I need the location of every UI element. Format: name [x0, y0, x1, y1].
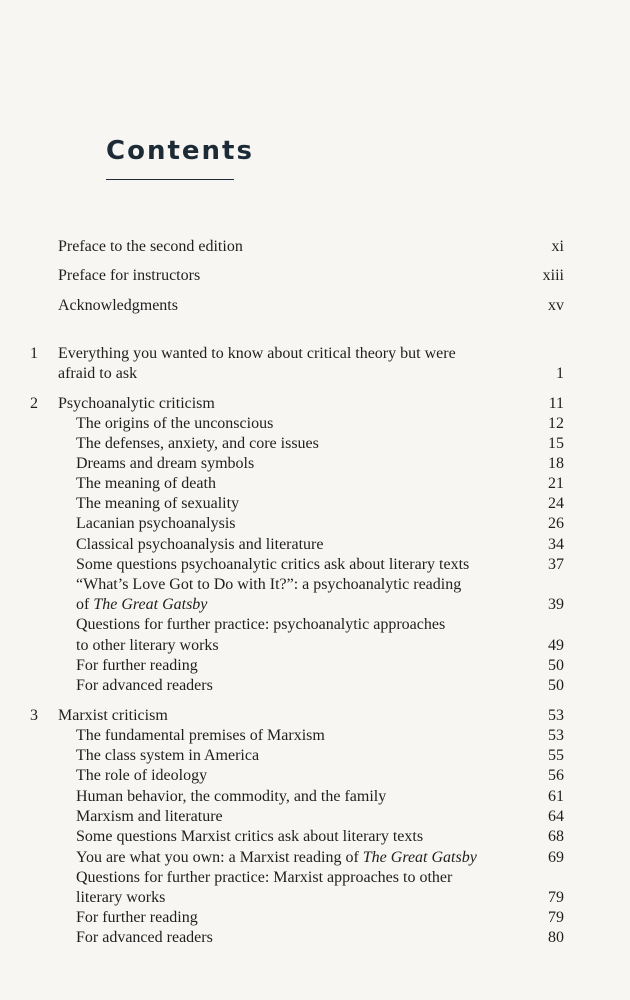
- entry-label: The class system in America: [76, 747, 260, 764]
- entry-page: 53: [548, 727, 564, 744]
- entry-label: The role of ideology: [76, 767, 208, 784]
- entry-page: xi: [551, 238, 564, 255]
- toc-subentry: [0, 928, 630, 948]
- entry-label-prefix: of: [76, 596, 94, 613]
- toc-subentry: [0, 474, 630, 494]
- page-title: Contents: [106, 136, 254, 166]
- toc-subentry: [0, 787, 630, 807]
- toc-subentry: [0, 726, 630, 746]
- toc-subentry: [0, 908, 630, 928]
- entry-page: 79: [548, 909, 564, 926]
- entry-label: Some questions psychoanalytic critics ask about literary texts: [76, 556, 470, 573]
- entry-page: 49: [548, 637, 564, 654]
- chapter-title: Marxist criticism: [58, 707, 168, 724]
- chapter-heading: [0, 344, 630, 364]
- toc-subentry: [0, 535, 630, 555]
- chapter-heading-continued: [0, 364, 630, 384]
- entry-page: 39: [548, 596, 564, 613]
- entry-label: Preface for instructors: [58, 267, 201, 284]
- entry-label: For advanced readers: [76, 677, 213, 694]
- entry-label: Questions for further practice: Marxist approaches to other: [76, 869, 453, 886]
- toc-subentry: [0, 766, 630, 786]
- entry-page: 18: [548, 455, 564, 472]
- entry-label: Classical psychoanalysis and literature: [76, 536, 324, 553]
- chapter-number: 1: [30, 345, 38, 362]
- book-title: The Great Gatsby: [93, 596, 208, 613]
- toc-subentry: [0, 746, 630, 766]
- entry-label: The meaning of sexuality: [76, 495, 240, 512]
- chapter-title: Psychoanalytic criticism: [58, 395, 215, 412]
- entry-label: The origins of the unconscious: [76, 415, 274, 432]
- entry-page: xv: [548, 297, 564, 314]
- entry-page: 26: [548, 515, 564, 532]
- entry-label: The fundamental premises of Marxism: [76, 727, 325, 744]
- toc-subentry: [0, 575, 630, 595]
- entry-page: 56: [548, 767, 564, 784]
- chapter-page: 53: [548, 707, 564, 724]
- entry-page: 24: [548, 495, 564, 512]
- book-title: The Great Gatsby: [362, 849, 477, 866]
- entry-page: 12: [548, 415, 564, 432]
- toc-entry: [0, 296, 630, 316]
- toc-subentry: [0, 676, 630, 696]
- chapter-heading: [0, 394, 630, 414]
- entry-label: to other literary works: [76, 637, 219, 654]
- entry-label: [76, 848, 477, 868]
- entry-label: [76, 595, 207, 615]
- entry-label-prefix: You are what you own: a Marxist reading of: [76, 849, 363, 866]
- title-underline: [106, 179, 234, 180]
- chapter-title-line: afraid to ask: [58, 365, 138, 382]
- chapter-page: 11: [548, 395, 564, 412]
- entry-page: 55: [548, 747, 564, 764]
- entry-page: 69: [548, 849, 564, 866]
- toc-subentry: [0, 827, 630, 847]
- entry-page: 64: [548, 808, 564, 825]
- toc-subentry: [0, 555, 630, 575]
- toc-subentry: [0, 868, 630, 888]
- entry-label: For advanced readers: [76, 929, 213, 946]
- entry-page: 15: [548, 435, 564, 452]
- toc-subentry: [0, 848, 630, 868]
- entry-label: For further reading: [76, 909, 198, 926]
- toc-entry: [0, 266, 630, 286]
- entry-label: The defenses, anxiety, and core issues: [76, 435, 319, 452]
- toc-subentry: [0, 615, 630, 635]
- entry-page: 61: [548, 788, 564, 805]
- entry-label: literary works: [76, 889, 166, 906]
- entry-page: 34: [548, 536, 564, 553]
- toc-subentry: [0, 454, 630, 474]
- entry-label: “What’s Love Got to Do with It?”: a psychoanalytic reading: [76, 576, 462, 593]
- chapter-title-line: Everything you wanted to know about critical theory but were: [58, 345, 456, 362]
- entry-label: The meaning of death: [76, 475, 216, 492]
- toc-subentry: [0, 414, 630, 434]
- entry-label: Human behavior, the commodity, and the family: [76, 788, 387, 805]
- entry-label: For further reading: [76, 657, 198, 674]
- toc-entry: [0, 237, 630, 257]
- toc-subentry-continued: [0, 636, 630, 656]
- chapter-number: 2: [30, 395, 38, 412]
- entry-label: Marxism and literature: [76, 808, 223, 825]
- toc-subentry: [0, 494, 630, 514]
- entry-label: Acknowledgments: [58, 297, 178, 314]
- toc-subentry-continued: [0, 888, 630, 908]
- toc-subentry: [0, 434, 630, 454]
- entry-page: 50: [548, 657, 564, 674]
- chapter-page: 1: [556, 365, 564, 382]
- entry-page: xiii: [542, 267, 564, 284]
- entry-label: Dreams and dream symbols: [76, 455, 255, 472]
- entry-page: 79: [548, 889, 564, 906]
- entry-page: 37: [548, 556, 564, 573]
- toc-subentry: [0, 656, 630, 676]
- entry-page: 80: [548, 929, 564, 946]
- entry-label: Questions for further practice: psychoanalytic approaches: [76, 616, 446, 633]
- entry-label: Some questions Marxist critics ask about literary texts: [76, 828, 424, 845]
- toc-subentry-continued: [0, 595, 630, 615]
- entry-page: 68: [548, 828, 564, 845]
- entry-page: 21: [548, 475, 564, 492]
- entry-label: Preface to the second edition: [58, 238, 243, 255]
- entry-label: Lacanian psychoanalysis: [76, 515, 236, 532]
- chapter-number: 3: [30, 707, 38, 724]
- toc-subentry: [0, 807, 630, 827]
- toc-subentry: [0, 514, 630, 534]
- chapter-heading: [0, 706, 630, 726]
- entry-page: 50: [548, 677, 564, 694]
